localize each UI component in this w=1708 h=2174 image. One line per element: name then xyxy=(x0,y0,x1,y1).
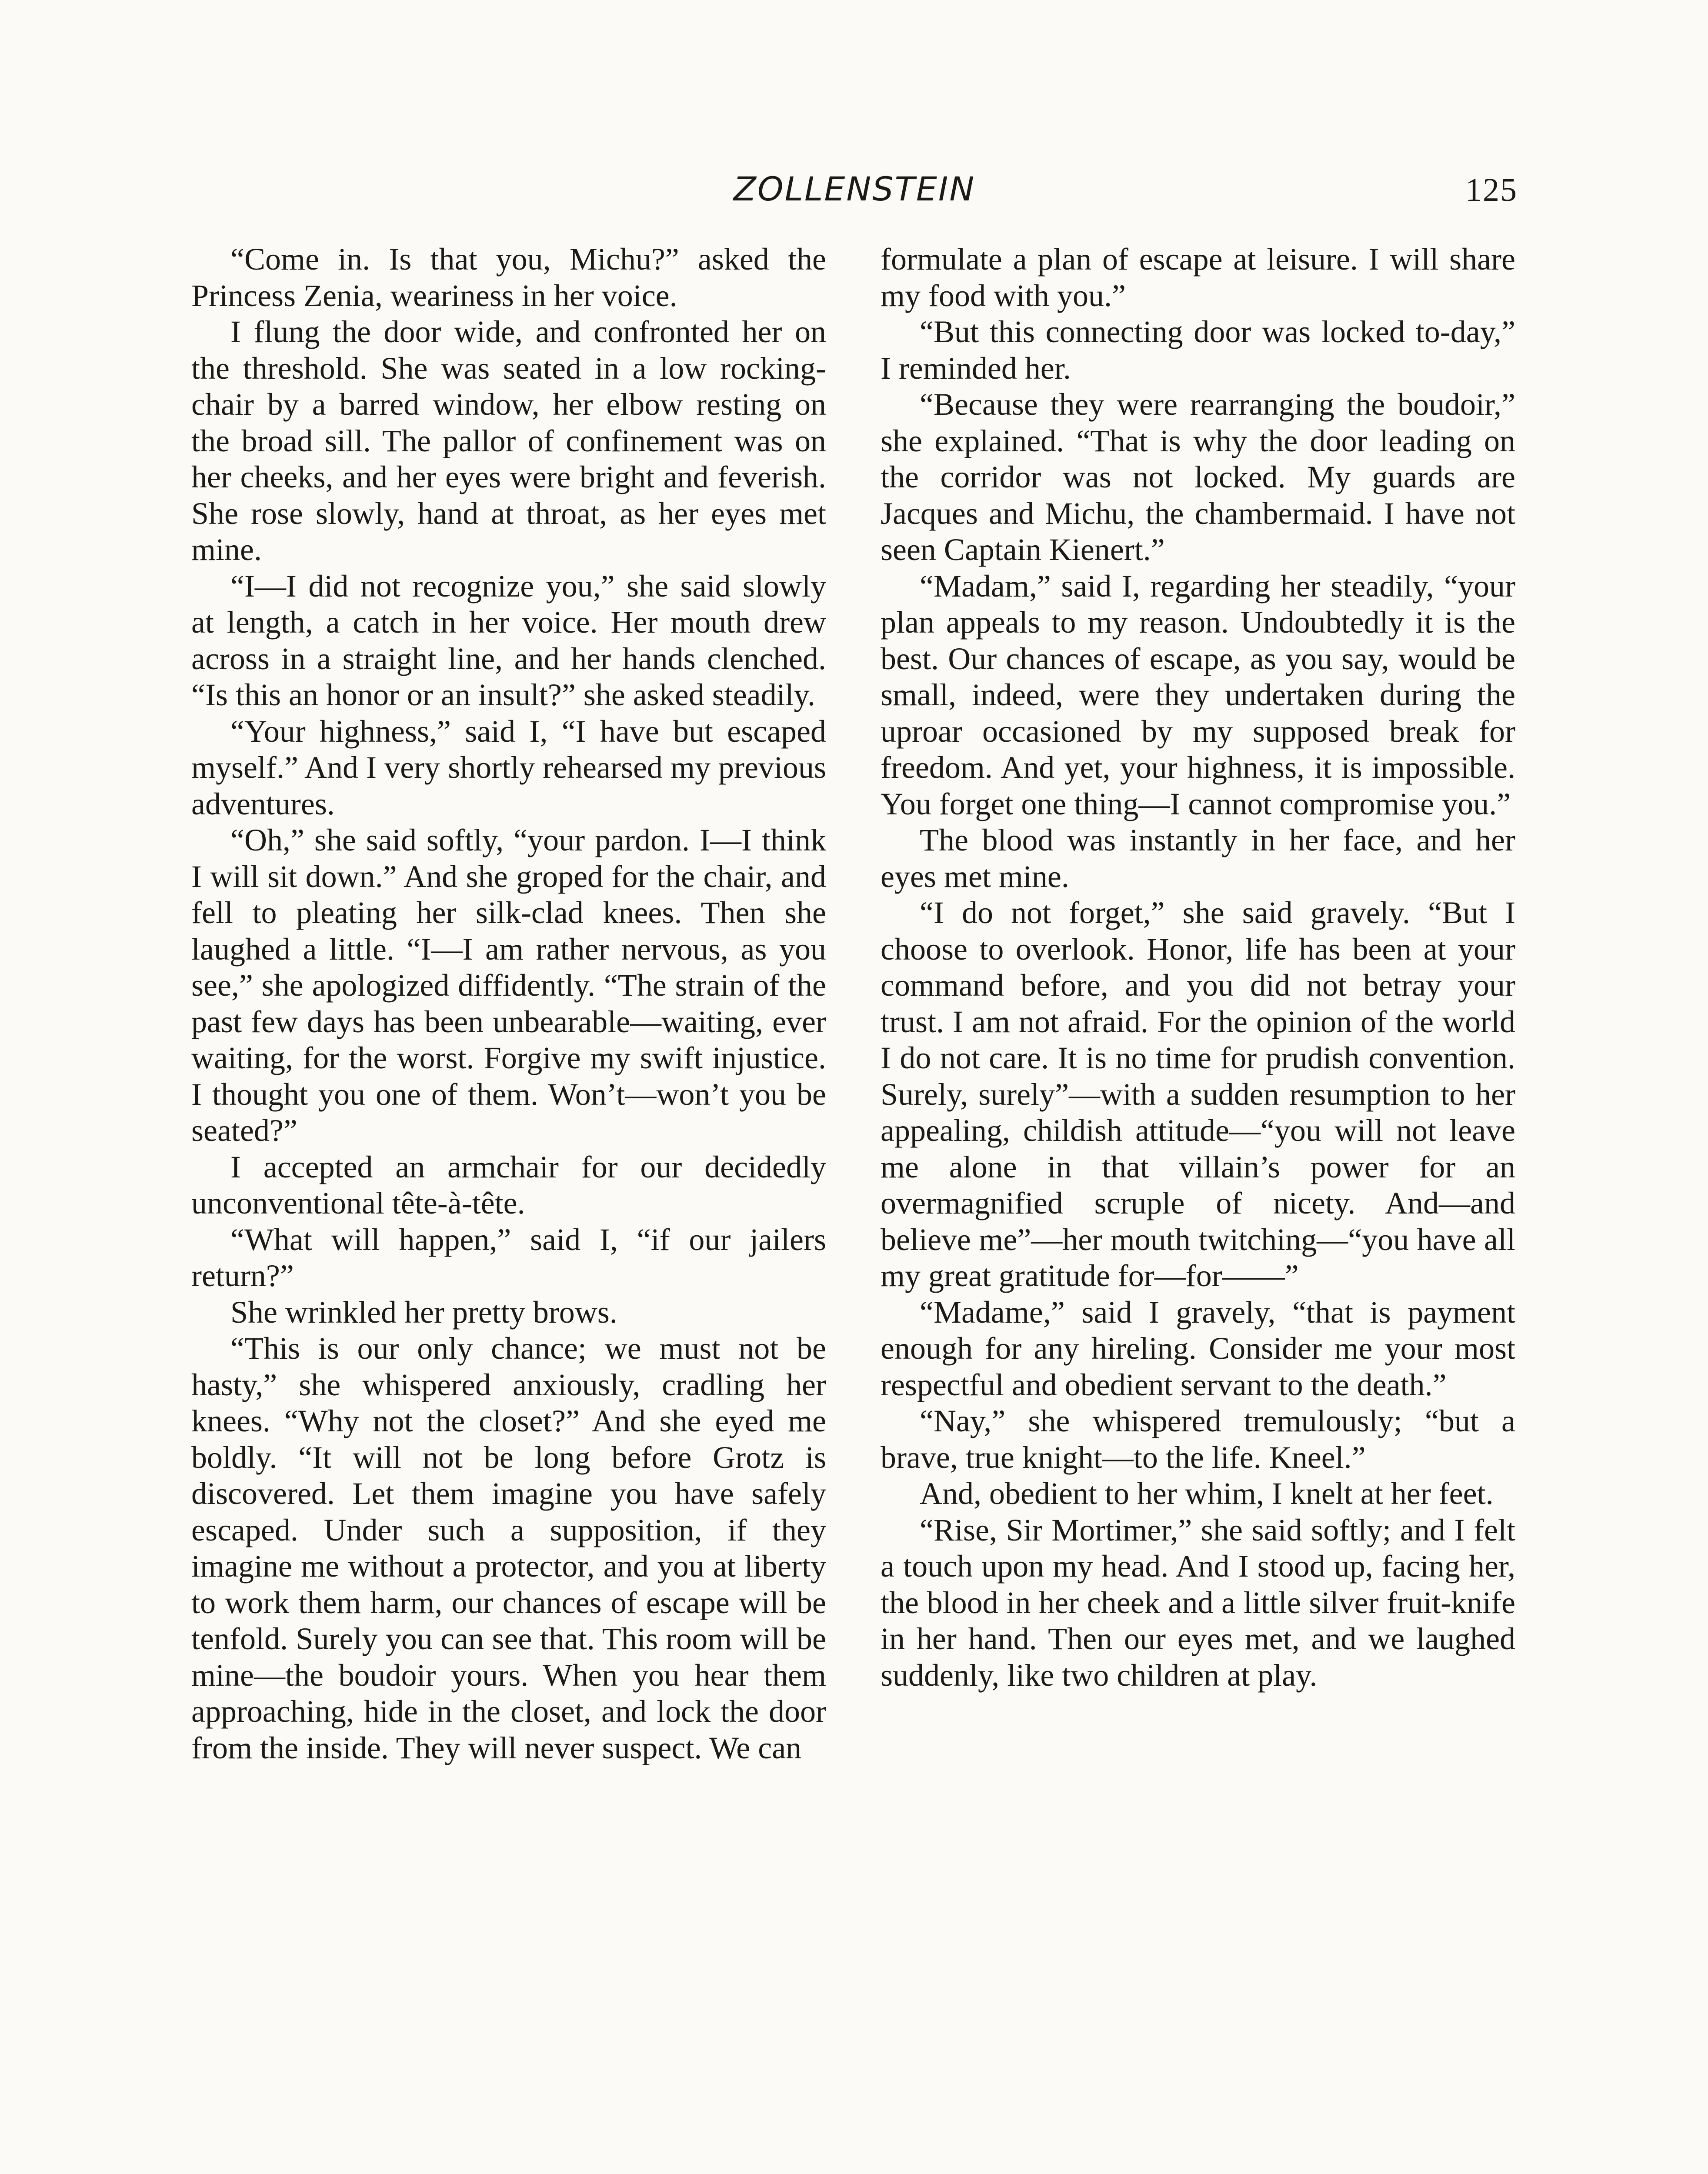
paragraph: “Because they were rearranging the boudoir,” she explained. “That is why the door leading on the corridor was not locked. My guards are Jacques and Michu, the chambermaid. I have not seen Captain Kienert.” xyxy=(881,387,1515,567)
paragraph: I flung the door wide, and confronted her on the threshold. She was seated in a low rocking-chair by a barred window, her elbow resting on the broad sill. The pallor of confinement was on her cheeks, and her eyes were bright and feverish. She rose slowly, hand at throat, as her eyes met mine. xyxy=(191,314,826,567)
right-text-column xyxy=(881,241,1515,1694)
paragraph: “Oh,” she said softly, “your pardon. I—I think I will sit down.” And she groped for the chair, and fell to pleating her silk-clad knees. Then she laughed a little. “I—I am rather nervous, as you see,” she apologized diffidently. “The strain of the past few days has been unbearable—waiting, ever waiting, for the worst. Forgive my swift injustice. I thought you one of them. Won’t—won’t you be seated?” xyxy=(191,823,826,1148)
paragraph: I accepted an armchair for our decidedly unconventional tête-à-tête. xyxy=(191,1149,826,1220)
paragraph: And, obedient to her whim, I knelt at her feet. xyxy=(920,1476,1494,1511)
paragraph: “Nay,” she whispered tremulously; “but a brave, true knight—to the life. Kneel.” xyxy=(881,1404,1515,1475)
paragraph: “Rise, Sir Mortimer,” she said softly; and I felt a touch upon my head. And I stood up, facing her, the blood in her cheek and a little silver fruit-knife in her hand. Then our eyes met, and we laughed suddenly, like two children at play. xyxy=(881,1512,1515,1693)
paragraph: “This is our only chance; we must not be hasty,” she whispered anxiously, cradling her knees. “Why not the closet?” And she eyed me boldly. “It will not be long before Grotz is discovered. Let them imagine you have safely escaped. Under such a supposition, if they imagine me without a protector, and you at liberty to work them harm, our chances of escape will be tenfold. Surely you can see that. This room will be mine—the boudoir yours. When you hear them approaching, hide in the closet, and lock the door from the inside. They will never suspect. We can xyxy=(191,1331,826,1765)
paragraph: “Madam,” said I, regarding her steadily, “your plan appeals to my reason. Undoubtedly it is the best. Our chances of escape, as you say, would be small, indeed, were they undertaken during the uproar occasioned by my supposed break for freedom. And yet, your highness, it is impossible. You forget one thing—I cannot compromise you.” xyxy=(881,568,1515,821)
page-number: 125 xyxy=(1465,172,1518,208)
paragraph: “But this connecting door was locked to-day,” I reminded her. xyxy=(881,314,1515,386)
paragraph: “Madame,” said I gravely, “that is payment enough for any hireling. Consider me your most respectful and obedient servant to the death.” xyxy=(881,1294,1515,1402)
left-text-column xyxy=(191,241,826,1766)
paragraph: “Your highness,” said I, “I have but escaped myself.” And I very shortly rehearsed my previous adventures. xyxy=(191,714,826,821)
paragraph: “What will happen,” said I, “if our jailers return?” xyxy=(191,1222,826,1293)
running-title: ZOLLENSTEIN xyxy=(733,170,976,208)
paragraph: She wrinkled her pretty brows. xyxy=(230,1294,617,1330)
paragraph: “I—I did not recognize you,” she said slowly at length, a catch in her voice. Her mouth drew across in a straight line, and her hands clenched. “Is this an honor or an insult?” she asked steadily. xyxy=(191,568,826,712)
page-header xyxy=(191,170,1518,222)
paragraph: “I do not forget,” she said gravely. “But I choose to overlook. Honor, life has been at your command before, and you did not betray your trust. I am not afraid. For the opinion of the world I do not care. It is no time for prudish convention. Surely, surely”—with a sudden resumption to her appealing, childish attitude—“you will not leave me alone in that villain’s power for an overmagnified scruple of nicety. And—and believe me”—her mouth twitching—“you have all my great gratitude for—for——” xyxy=(881,895,1515,1293)
paragraph: “Come in. Is that you, Michu?” asked the Princess Zenia, weariness in her voice. xyxy=(191,242,826,313)
paragraph: formulate a plan of escape at leisure. I will share my food with you.” xyxy=(881,242,1515,313)
paragraph: The blood was instantly in her face, and her eyes met mine. xyxy=(881,823,1515,894)
